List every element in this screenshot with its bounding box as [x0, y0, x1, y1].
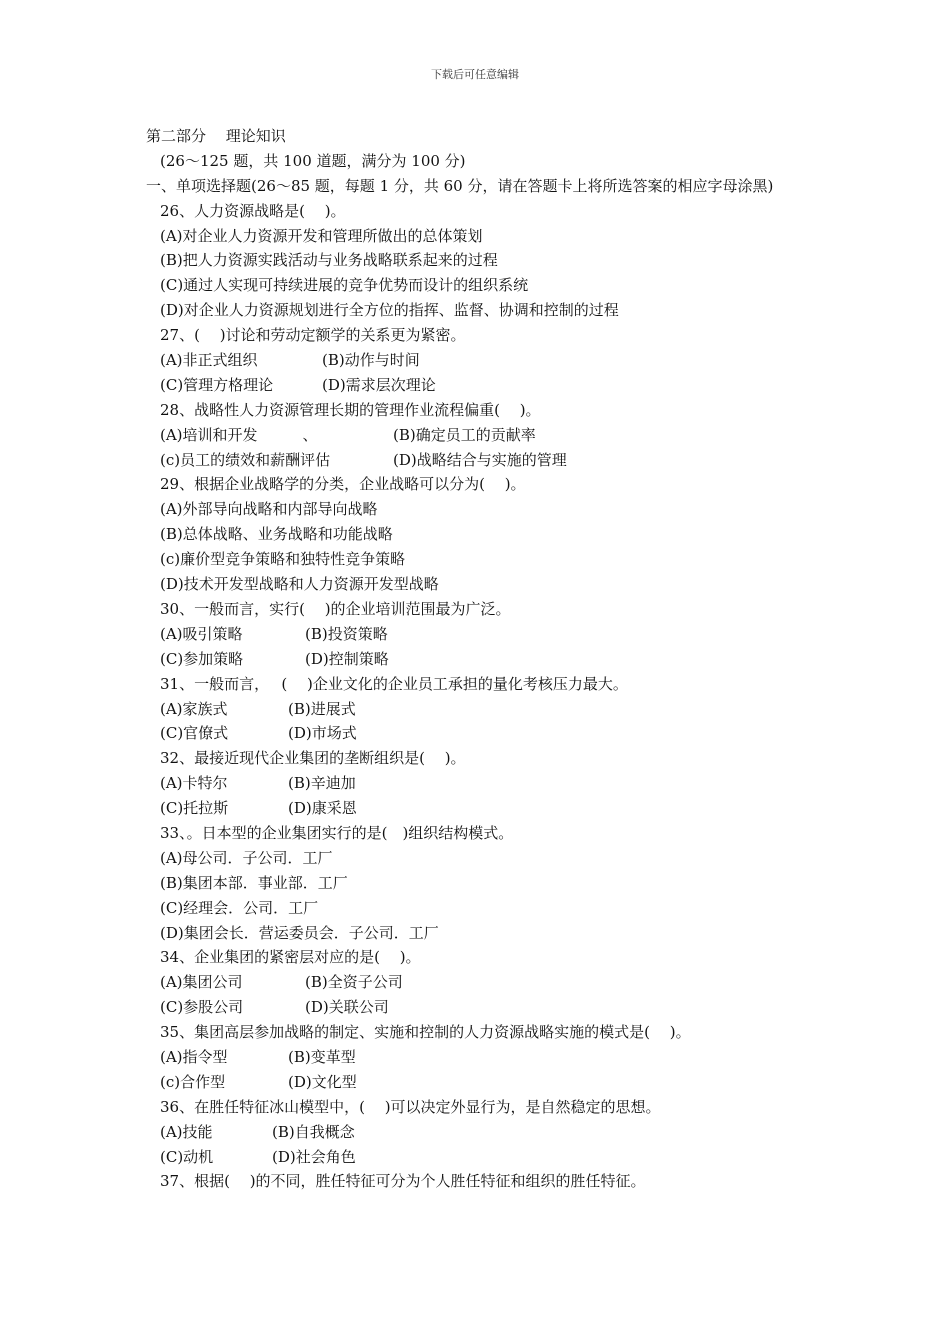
answer-option: (C)参加策略: [160, 649, 244, 668]
answer-option: (A)非正式组织: [160, 351, 258, 370]
answer-option: (C)托拉斯: [160, 799, 229, 818]
answer-option: (C)通过人实现可持续进展的竞争优势而设计的组织系统: [160, 276, 529, 295]
option-row: [146, 547, 826, 572]
option-row: [146, 1120, 826, 1145]
answer-option: (D)控制策略: [305, 649, 389, 668]
option-row: [146, 298, 826, 323]
question-stem: 34、企业集团的紧密层对应的是( )。: [160, 948, 421, 967]
answer-option: (c)员工的绩效和薪酬评估: [160, 450, 331, 469]
option-row: [146, 771, 826, 796]
question-stem: 28、战略性人力资源管理长期的管理作业流程偏重( )。: [160, 400, 541, 419]
question-stem: 37、根据( )的不同，胜任特征可分为个人胜任特征和组织的胜任特征。: [160, 1172, 646, 1191]
question-stem: 32、最接近现代企业集团的垄断组织是( )。: [160, 749, 466, 768]
answer-option: (D)康采恩: [288, 799, 357, 818]
question-stem: 27、( )讨论和劳动定额学的关系更为紧密。: [160, 326, 466, 345]
question-stem: 31、一般而言， ( )企业文化的企业员工承担的量化考核压力最大。: [160, 674, 628, 693]
question-stem: 33、。日本型的企业集团实行的是( )组织结构模式。: [160, 823, 514, 842]
answer-option: (D)社会角色: [272, 1147, 356, 1166]
answer-option: (D)文化型: [288, 1072, 357, 1091]
answer-option: (B)投资策略: [305, 624, 388, 643]
answer-option: (C)经理会．公司．工厂: [160, 898, 319, 917]
answer-option: (A)培训和开发 、: [160, 425, 318, 444]
option-row: [146, 1045, 826, 1070]
answer-option: (D)关联公司: [305, 998, 389, 1017]
option-row: [146, 622, 826, 647]
option-row: [146, 224, 826, 249]
option-row: [146, 721, 826, 746]
answer-option: (B)集团本部．事业部．工厂: [160, 873, 348, 892]
option-row: [146, 1145, 826, 1170]
answer-option: (D)需求层次理论: [322, 375, 436, 394]
answer-option: (B)总体战略、业务战略和功能战略: [160, 525, 393, 544]
answer-option: (A)家族式: [160, 699, 228, 718]
question-stem: 36、在胜任特征冰山模型中，( )可以决定外显行为，是自然稳定的思想。: [160, 1097, 661, 1116]
answer-option: (A)卡特尔: [160, 774, 228, 793]
question-stem: 35、集团高层参加战略的制定、实施和控制的人力资源战略实施的模式是( )。: [160, 1023, 691, 1042]
option-row: [146, 846, 826, 871]
answer-option: (c)合作型: [160, 1072, 226, 1091]
option-row: [146, 697, 826, 722]
answer-option: (C)动机: [160, 1147, 214, 1166]
answer-option: (A)外部导向战略和内部导向战略: [160, 500, 378, 519]
option-row: [146, 572, 826, 597]
page-header: 下载后可任意编辑: [431, 68, 519, 81]
option-row: [146, 423, 826, 448]
answer-option: (B)进展式: [288, 699, 356, 718]
answer-option: (A)对企业人力资源开发和管理所做出的总体策划: [160, 226, 483, 245]
answer-option: (A)母公司．子公司．工厂: [160, 848, 333, 867]
answer-option: (A)技能: [160, 1122, 213, 1141]
answer-option: (D)对企业人力资源规划进行全方位的指挥、监督、协调和控制的过程: [160, 301, 619, 320]
option-row: [146, 248, 826, 273]
answer-option: (D)战略结合与实施的管理: [393, 450, 567, 469]
question-list: [146, 199, 826, 1195]
option-row: [146, 970, 826, 995]
option-row: [146, 522, 826, 547]
option-row: [146, 348, 826, 373]
option-row: [146, 647, 826, 672]
question-stem: 29、根据企业战略学的分类，企业战略可以分为( )。: [160, 475, 526, 494]
option-row: [146, 448, 826, 473]
option-row: [146, 497, 826, 522]
section-range: (26～125 题，共 100 道题，满分为 100 分): [160, 151, 466, 170]
answer-option: (C)参股公司: [160, 998, 244, 1017]
answer-option: (B)把人力资源实践活动与业务战略联系起来的过程: [160, 251, 498, 270]
question-stem: 26、人力资源战略是( )。: [160, 201, 346, 220]
option-row: [146, 273, 826, 298]
option-row: [146, 896, 826, 921]
answer-option: (D)市场式: [288, 724, 357, 743]
answer-option: (A)集团公司: [160, 973, 243, 992]
option-row: [146, 373, 826, 398]
answer-option: (B)变革型: [288, 1047, 356, 1066]
option-row: [146, 796, 826, 821]
answer-option: (A)吸引策略: [160, 624, 243, 643]
answer-option: (D)技术开发型战略和人力资源开发型战略: [160, 575, 439, 594]
answer-option: (B)动作与时间: [322, 351, 420, 370]
option-row: [146, 995, 826, 1020]
answer-option: (B)全资子公司: [305, 973, 403, 992]
question-stem: 30、一般而言，实行( )的企业培训范围最为广泛。: [160, 599, 511, 618]
answer-option: (C)管理方格理论: [160, 375, 274, 394]
option-row: [146, 871, 826, 896]
answer-option: (A)指令型: [160, 1047, 228, 1066]
option-row: [146, 1070, 826, 1095]
answer-option: (D)集团会长．营运委员会．子公司．工厂: [160, 923, 439, 942]
section-title: 第二部分 理论知识: [146, 127, 286, 145]
answer-option: (B)确定员工的贡献率: [393, 425, 536, 444]
answer-option: (B)自我概念: [272, 1122, 355, 1141]
document-body: [146, 124, 826, 1194]
section-instruction: 一、单项选择题(26～85 题，每题 1 分，共 60 分，请在答题卡上将所选答案的相应字母涂黑): [146, 176, 774, 195]
answer-option: (C)官僚式: [160, 724, 229, 743]
answer-option: (B)辛迪加: [288, 774, 356, 793]
option-row: [146, 921, 826, 946]
answer-option: (c)廉价型竞争策略和独特性竞争策略: [160, 550, 406, 569]
